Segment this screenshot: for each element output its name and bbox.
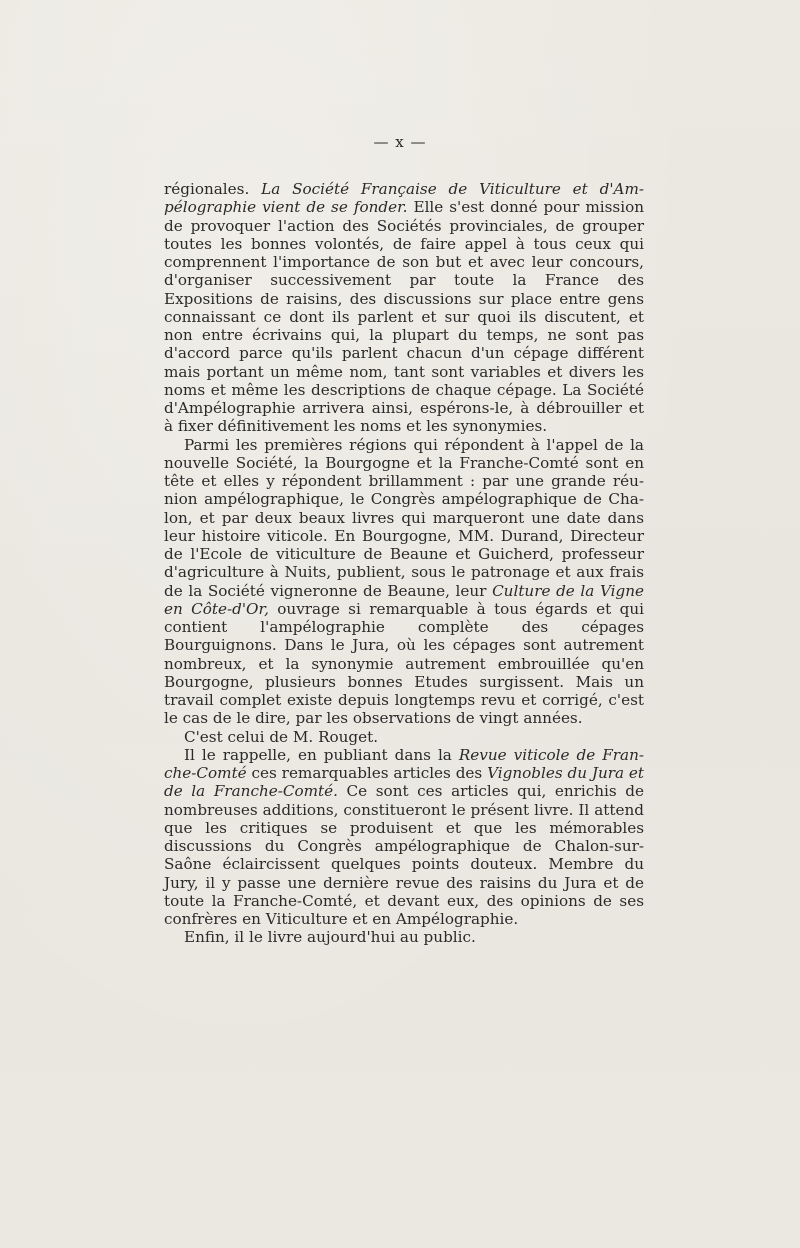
body-text <box>164 180 644 947</box>
page-number: — x — <box>373 133 427 151</box>
paragraph-2-italic-1: Culture de la Vigne en Côte-d'Or, <box>164 581 645 618</box>
paragraph-2-text-1: Parmi les premières régions qui répondent à l'appel de la nouvelle Société, la Bourgogne et la Franche-Comté sont en tête et elles y répondent brillamment : par une grande réunion ampélographique, le Congrès ampélographique de Chalon, et par deux beaux livres qui marqueront une date dans leur histoire viticole. En Bourgogne, MM. Durand, Directeur de l'Ecole de viticulture de Beaune et Guicherd, professeur d'agriculture à Nuits, publient, sous le patronage et aux frais de la Société vigneronne de Beaune, leur <box>164 435 644 600</box>
paragraph-4-text-2: ces remarquables articles des <box>246 764 488 782</box>
paragraph-4-text-1: Il le rappelle, en publiant dans la <box>184 745 459 764</box>
paragraph-4-text-3: Ce sont ces articles qui, enrichis de nombreuses additions, constitueront le présent livre. Il attend que les critiques se produisent et que les mémorables discussions du Congrès ampélographique de Chalon-sur-Saône éclaircissent quelques points douteux. Membre du Jury, il y passe une dernière revue des raisins du Jura et de toute la Franche-Comté, et devant eux, des opinions de ses confrères en Viticulture et en Ampélographie. <box>164 782 645 928</box>
paragraph-2 <box>164 436 644 728</box>
paragraph-1-text-2: Elle s'est donné pour mission de provoquer l'action des Sociétés provinciales, de grouper toutes les bonnes volontés, de faire appel à tous ceux qui comprennent l'importance de son but et avec leur concours, d'organiser successivement par toute la France des Expositions de raisins, des discussions sur place entre gens connaissant ce dont ils parlent et sur quoi ils discutent, et non entre écrivains qui, la plupart du temps, ne sont pas d'accord parce qu'ils parlent chacun d'un cépage différent mais portant un même nom, tant sont variables et divers les noms et même les descriptions de chaque cépage. La Société d'Ampélographie arrivera ainsi, espérons-le, à débrouiller et à fixer définitivement les noms et les synonymies. <box>164 198 644 436</box>
paragraph-4 <box>164 746 644 929</box>
paragraph-4-italic-2: Vignobles du Jura et de la Franche-Comté. <box>164 764 644 801</box>
paragraph-1-italic-1: La Société Française de Viticulture et d'Ampélographie vient de se fonder. <box>164 180 645 217</box>
paragraph-2-text-2: ouvrage si remarquable à tous égards et qui contient l'ampélographie complète des cépages Bourguignons. Dans le Jura, où les cépages sont autrement nombreux, et la synonymie autrement embrouillée qu'en Bourgogne, plusieurs bonnes Etudes surgissent. Mais un travail complet existe depuis longtemps revu et corrigé, c'est le cas de le dire, par les observations de vingt années. <box>164 599 645 728</box>
paragraph-3 <box>164 728 644 746</box>
paragraph-1 <box>164 180 644 436</box>
paragraph-4-italic-1: Revue viticole de Franche-Comté <box>164 745 644 782</box>
paragraph-1-text-1: régionales. <box>164 180 262 198</box>
paragraph-3-text-1: C'est celui de M. Rouget. <box>184 727 379 746</box>
paragraph-5-text-1: Enfin, il le livre aujourd'hui au public. <box>184 928 476 947</box>
paragraph-5 <box>164 928 644 946</box>
